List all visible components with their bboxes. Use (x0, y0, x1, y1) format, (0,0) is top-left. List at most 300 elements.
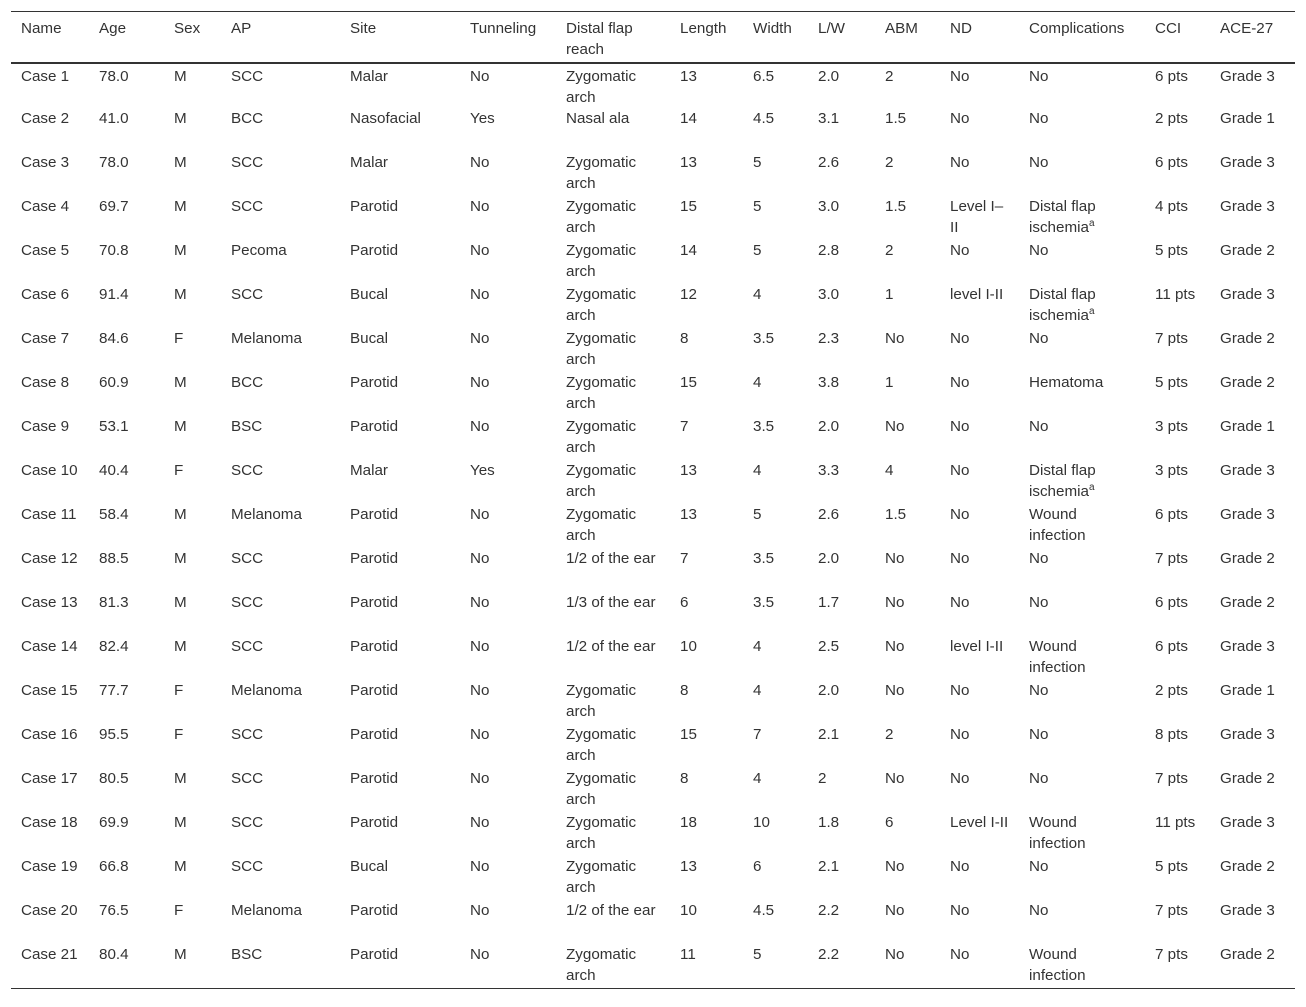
cell-cci (1145, 592, 1210, 636)
cell-site (340, 768, 460, 812)
cell-sex (164, 900, 221, 944)
cell-tunneling (460, 504, 556, 548)
cell-text: No (885, 330, 905, 347)
cell-text: 1/3 of the ear (566, 594, 656, 611)
cell-text: Case 21 (21, 946, 78, 963)
cell-text: 13 (680, 462, 697, 479)
cell-text: Melanoma (231, 506, 302, 523)
cell-text: 5 (753, 946, 762, 963)
cell-text: No (470, 594, 490, 611)
cell-abm (875, 636, 940, 680)
cell-text: Nasofacial (350, 110, 421, 127)
cell-text: 3.5 (753, 418, 775, 435)
cell-text: No (470, 814, 490, 831)
cell-nd (940, 944, 1019, 988)
cell-text: No (950, 726, 970, 743)
cell-text: Parotid (350, 506, 399, 523)
cell-text: 4.5 (753, 110, 775, 127)
cell-length (670, 108, 743, 152)
cell-text: Grade 1 (1220, 110, 1275, 127)
cell-length (670, 724, 743, 768)
cell-ace27 (1210, 152, 1295, 196)
cell-ace27 (1210, 548, 1295, 592)
cell-complications (1019, 592, 1145, 636)
footnote-marker: a (1088, 305, 1095, 317)
cell-complications (1019, 680, 1145, 724)
cell-text: Parotid (350, 198, 399, 215)
table-row (11, 768, 1295, 812)
cell-length (670, 504, 743, 548)
cell-text: 2.1 (818, 858, 840, 875)
cell-text: 7 pts (1155, 550, 1188, 567)
cell-distal-flap-reach (556, 768, 670, 812)
cell-complications (1019, 812, 1145, 856)
cell-text: No (950, 550, 970, 567)
cell-distal-flap-reach (556, 460, 670, 504)
cell-nd (940, 328, 1019, 372)
cell-lw (808, 768, 875, 812)
cell-text: 3.0 (818, 286, 840, 303)
cell-text: No (1029, 726, 1049, 743)
header-sex: Sex (174, 20, 201, 37)
cell-text: 6 (753, 858, 762, 875)
cell-text: 2 (818, 770, 827, 787)
cell-text: 69.9 (99, 814, 129, 831)
cell-ace27 (1210, 724, 1295, 768)
cell-distal-flap-reach (556, 724, 670, 768)
cell-complications (1019, 504, 1145, 548)
cell-nd (940, 680, 1019, 724)
cell-text: Melanoma (231, 330, 302, 347)
cell-text: 1.7 (818, 594, 840, 611)
cell-tunneling (460, 328, 556, 372)
cell-age (89, 108, 164, 152)
cell-width (743, 328, 808, 372)
cell-nd (940, 108, 1019, 152)
cell-ap (221, 724, 340, 768)
cell-text: 77.7 (99, 682, 129, 699)
cell-lw (808, 592, 875, 636)
cell-text: 6 (885, 814, 894, 831)
cell-cci (1145, 63, 1210, 108)
cell-text: No (470, 770, 490, 787)
cell-text: Parotid (350, 770, 399, 787)
cell-site (340, 63, 460, 108)
cell-text: Grade 2 (1220, 594, 1275, 611)
cell-distal-flap-reach (556, 900, 670, 944)
cell-age (89, 460, 164, 504)
cell-lw (808, 416, 875, 460)
cell-age (89, 240, 164, 284)
cell-length (670, 284, 743, 328)
cell-text: Case 6 (21, 286, 70, 303)
cell-site (340, 240, 460, 284)
cell-ap (221, 460, 340, 504)
cell-name (11, 812, 89, 856)
cell-sex (164, 504, 221, 548)
cell-text: 2 (885, 726, 894, 743)
cell-nd (940, 504, 1019, 548)
table-row (11, 196, 1295, 240)
cell-cci (1145, 108, 1210, 152)
cell-length (670, 944, 743, 988)
cell-text: Malar (350, 462, 388, 479)
cell-text: Case 12 (21, 550, 78, 567)
cell-text: M (174, 68, 187, 85)
header-age: Age (99, 20, 127, 37)
cell-name (11, 63, 89, 108)
cell-length (670, 812, 743, 856)
table-row (11, 944, 1295, 988)
cell-text: No (470, 374, 490, 391)
table-container (11, 11, 1295, 989)
cell-nd (940, 372, 1019, 416)
cell-text: Case 17 (21, 770, 78, 787)
cell-text: SCC (231, 638, 264, 655)
cell-cci (1145, 372, 1210, 416)
cell-text: Zygomatic arch (566, 286, 637, 324)
table-row (11, 724, 1295, 768)
cell-site (340, 460, 460, 504)
cell-text: No (950, 374, 970, 391)
cell-lw (808, 944, 875, 988)
cell-width (743, 372, 808, 416)
cell-text: 14 (680, 110, 697, 127)
cell-text: No (470, 858, 490, 875)
cell-distal-flap-reach (556, 284, 670, 328)
cell-cci (1145, 812, 1210, 856)
cell-text: Case 7 (21, 330, 70, 347)
cell-width (743, 504, 808, 548)
cell-text: 3.5 (753, 330, 775, 347)
cell-text: 15 (680, 726, 697, 743)
cell-text: Distal flap ischemia (1029, 462, 1096, 500)
header-ap: AP (231, 20, 252, 37)
cell-site (340, 328, 460, 372)
cell-text: 7 pts (1155, 902, 1188, 919)
cell-text: No (1029, 682, 1049, 699)
cell-text: 3.5 (753, 550, 775, 567)
cell-text: 2 (885, 68, 894, 85)
cell-site (340, 152, 460, 196)
cell-text: M (174, 374, 187, 391)
cell-text: 2 pts (1155, 682, 1188, 699)
cell-cci (1145, 900, 1210, 944)
cell-text: 1.8 (818, 814, 840, 831)
cell-distal-flap-reach (556, 680, 670, 724)
cell-nd (940, 460, 1019, 504)
cell-text: 1/2 of the ear (566, 638, 656, 655)
cell-text: 95.5 (99, 726, 129, 743)
cell-cci (1145, 284, 1210, 328)
cell-age (89, 372, 164, 416)
cell-text: SCC (231, 814, 264, 831)
cell-text: 2.0 (818, 682, 840, 699)
cell-nd (940, 416, 1019, 460)
cell-text: Melanoma (231, 902, 302, 919)
cell-text: M (174, 858, 187, 875)
cell-cci (1145, 768, 1210, 812)
cell-text: M (174, 286, 187, 303)
cell-name (11, 856, 89, 900)
cell-text: Zygomatic arch (566, 814, 637, 852)
cell-site (340, 416, 460, 460)
cell-distal-flap-reach (556, 944, 670, 988)
header-lw: L/W (818, 20, 846, 37)
cell-text: 5 pts (1155, 374, 1188, 391)
cell-age (89, 548, 164, 592)
cell-text: No (950, 242, 970, 259)
cell-text: Case 8 (21, 374, 70, 391)
cell-text: Parotid (350, 726, 399, 743)
cell-text: Grade 2 (1220, 550, 1275, 567)
cell-text: Parotid (350, 814, 399, 831)
cell-text: Wound infection (1029, 946, 1086, 984)
cell-text: 3.8 (818, 374, 840, 391)
cell-text: No (950, 110, 970, 127)
cell-name (11, 724, 89, 768)
cell-text: 7 pts (1155, 770, 1188, 787)
cell-text: Bucal (350, 330, 388, 347)
cell-width (743, 548, 808, 592)
cell-text: 2.1 (818, 726, 840, 743)
cell-text: BCC (231, 374, 264, 391)
cell-text: No (885, 902, 905, 919)
cell-text: Grade 2 (1220, 242, 1275, 259)
cell-width (743, 152, 808, 196)
cell-ace27 (1210, 416, 1295, 460)
cell-name (11, 680, 89, 724)
cell-text: M (174, 418, 187, 435)
cell-text: Case 9 (21, 418, 70, 435)
cell-tunneling (460, 416, 556, 460)
cell-ap (221, 196, 340, 240)
cell-lw (808, 504, 875, 548)
cell-text: M (174, 506, 187, 523)
cell-text: Case 5 (21, 242, 70, 259)
cell-text: Bucal (350, 286, 388, 303)
cell-ap (221, 240, 340, 284)
cell-name (11, 108, 89, 152)
cell-abm (875, 548, 940, 592)
cell-text: No (950, 462, 970, 479)
cell-text: Zygomatic arch (566, 682, 637, 720)
table-row (11, 108, 1295, 152)
table-row (11, 680, 1295, 724)
cell-name (11, 636, 89, 680)
cell-text: Zygomatic arch (566, 726, 637, 764)
cell-text: 8 (680, 770, 689, 787)
header-site: Site (350, 20, 377, 37)
cell-text: 7 (680, 418, 689, 435)
cell-lw (808, 680, 875, 724)
cell-cci (1145, 680, 1210, 724)
cell-lw (808, 548, 875, 592)
cell-text: Zygomatic arch (566, 330, 637, 368)
cell-text: No (1029, 594, 1049, 611)
cell-text: 78.0 (99, 68, 129, 85)
cell-width (743, 592, 808, 636)
cell-text: 60.9 (99, 374, 129, 391)
cell-text: Case 1 (21, 68, 70, 85)
cell-lw (808, 460, 875, 504)
cell-ace27 (1210, 284, 1295, 328)
cell-site (340, 592, 460, 636)
cell-name (11, 548, 89, 592)
cell-text: No (1029, 330, 1049, 347)
cell-text: 2.0 (818, 418, 840, 435)
cell-text: 1.5 (885, 506, 907, 523)
cell-lw (808, 636, 875, 680)
cell-text: 11 pts (1155, 814, 1196, 831)
cell-nd (940, 812, 1019, 856)
cell-complications (1019, 416, 1145, 460)
cell-text: 88.5 (99, 550, 129, 567)
cell-length (670, 636, 743, 680)
cell-text: Grade 2 (1220, 858, 1275, 875)
cell-text: No (470, 550, 490, 567)
cell-text: 15 (680, 374, 697, 391)
cell-sex (164, 416, 221, 460)
cell-ap (221, 548, 340, 592)
cell-text: SCC (231, 594, 264, 611)
header-complications: Complications (1029, 20, 1125, 37)
cell-text: 41.0 (99, 110, 129, 127)
cell-text: 6 pts (1155, 154, 1188, 171)
cell-text: No (470, 638, 490, 655)
cell-abm (875, 460, 940, 504)
table-row (11, 372, 1295, 416)
cell-site (340, 944, 460, 988)
cell-nd (940, 592, 1019, 636)
cell-text: 40.4 (99, 462, 129, 479)
cell-text: Parotid (350, 638, 399, 655)
cell-text: 5 (753, 198, 762, 215)
cell-length (670, 196, 743, 240)
cell-text: Case 3 (21, 154, 70, 171)
cell-lw (808, 152, 875, 196)
cell-age (89, 944, 164, 988)
cell-width (743, 768, 808, 812)
cell-tunneling (460, 680, 556, 724)
cell-text: 3.0 (818, 198, 840, 215)
cell-text: 2.8 (818, 242, 840, 259)
cell-lw (808, 284, 875, 328)
cell-sex (164, 63, 221, 108)
cell-sex (164, 152, 221, 196)
cell-text: 11 pts (1155, 286, 1196, 303)
cell-complications (1019, 63, 1145, 108)
cell-tunneling (460, 768, 556, 812)
cell-distal-flap-reach (556, 416, 670, 460)
cell-text: No (470, 682, 490, 699)
cell-text: Hematoma (1029, 374, 1104, 391)
cell-text: Case 10 (21, 462, 78, 479)
cell-ace27 (1210, 636, 1295, 680)
cell-text: Case 13 (21, 594, 78, 611)
cell-complications (1019, 856, 1145, 900)
cell-text: F (174, 902, 184, 919)
cell-length (670, 680, 743, 724)
cell-text: No (885, 858, 905, 875)
cell-text: Grade 3 (1220, 506, 1275, 523)
cell-text: 3 pts (1155, 418, 1188, 435)
cell-text: 82.4 (99, 638, 129, 655)
cell-text: BCC (231, 110, 264, 127)
cell-text: No (885, 946, 905, 963)
cell-site (340, 812, 460, 856)
cell-complications (1019, 460, 1145, 504)
cell-text: M (174, 946, 187, 963)
cell-text: 91.4 (99, 286, 129, 303)
cell-complications (1019, 548, 1145, 592)
cell-text: M (174, 550, 187, 567)
cell-abm (875, 768, 940, 812)
cell-text: Zygomatic arch (566, 374, 637, 412)
cell-abm (875, 592, 940, 636)
cell-nd (940, 856, 1019, 900)
table-row (11, 152, 1295, 196)
cell-sex (164, 768, 221, 812)
cell-name (11, 460, 89, 504)
cell-sex (164, 284, 221, 328)
cell-complications (1019, 944, 1145, 988)
cell-text: 1 (885, 286, 894, 303)
cell-text: Parotid (350, 946, 399, 963)
cell-distal-flap-reach (556, 548, 670, 592)
cell-text: Case 20 (21, 902, 78, 919)
header-ace27: ACE-27 (1220, 20, 1274, 37)
cell-text: Melanoma (231, 682, 302, 699)
cell-site (340, 680, 460, 724)
cell-text: M (174, 154, 187, 171)
cell-text: level I-II (950, 286, 1004, 303)
cell-nd (940, 768, 1019, 812)
cell-lw (808, 812, 875, 856)
cell-text: No (885, 594, 905, 611)
case-table (11, 11, 1295, 989)
cell-text: Wound infection (1029, 814, 1086, 852)
cell-text: 84.6 (99, 330, 129, 347)
cell-ace27 (1210, 592, 1295, 636)
cell-text: 6 pts (1155, 638, 1188, 655)
cell-text: No (950, 154, 970, 171)
cell-name (11, 944, 89, 988)
cell-text: 1.5 (885, 198, 907, 215)
cell-text: 2.2 (818, 946, 840, 963)
cell-length (670, 768, 743, 812)
cell-text: No (885, 770, 905, 787)
cell-text: 13 (680, 68, 697, 85)
cell-text: No (470, 68, 490, 85)
cell-text: 5 (753, 242, 762, 259)
cell-text: SCC (231, 550, 264, 567)
cell-distal-flap-reach (556, 63, 670, 108)
cell-text: 2.0 (818, 68, 840, 85)
cell-nd (940, 284, 1019, 328)
cell-text: 76.5 (99, 902, 129, 919)
cell-text: Zygomatic arch (566, 858, 637, 896)
cell-complications (1019, 636, 1145, 680)
cell-cci (1145, 724, 1210, 768)
cell-site (340, 548, 460, 592)
cell-width (743, 108, 808, 152)
cell-text: No (885, 638, 905, 655)
cell-tunneling (460, 856, 556, 900)
cell-ap (221, 416, 340, 460)
cell-text: 81.3 (99, 594, 129, 611)
cell-text: Parotid (350, 550, 399, 567)
